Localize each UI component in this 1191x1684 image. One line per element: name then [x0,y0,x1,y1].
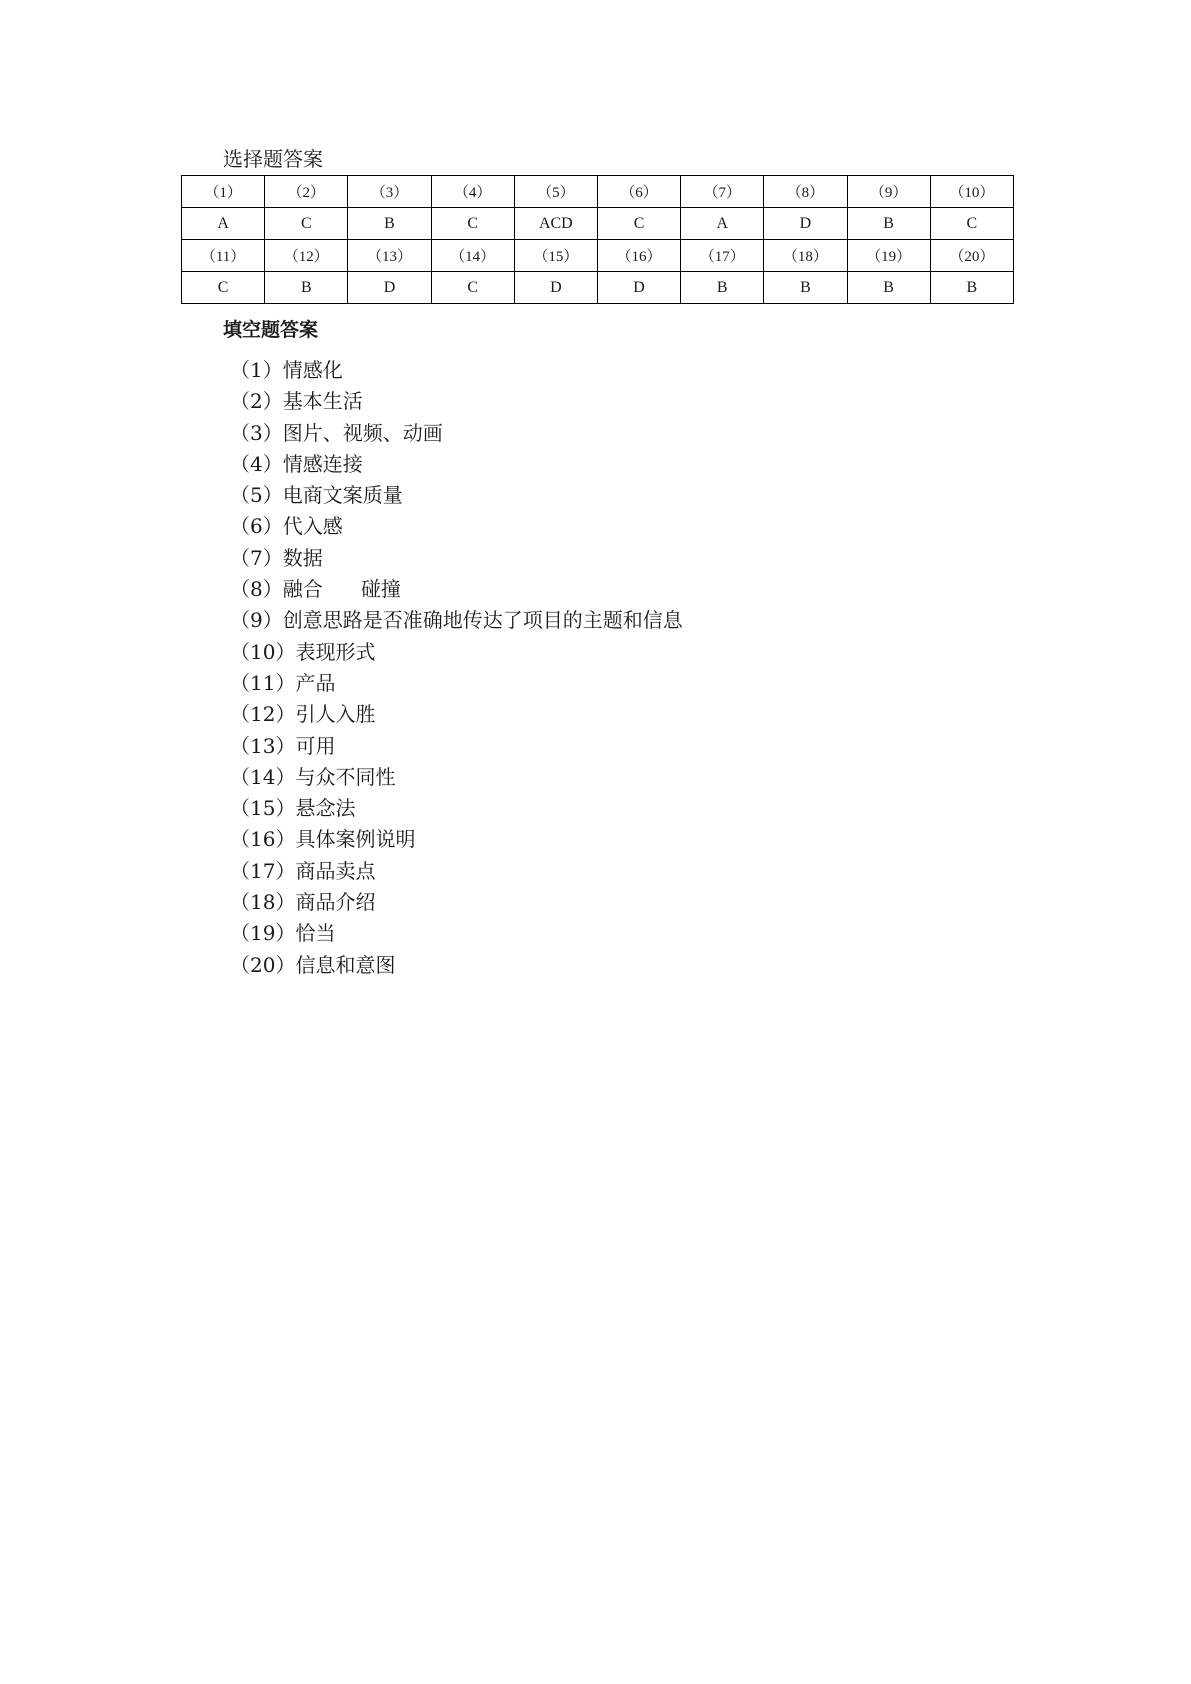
question-number-cell: （12） [265,240,348,272]
answer-cell: A [182,208,265,240]
answer-cell: ACD [514,208,597,240]
fill-blank-answer-item: （2）基本生活 [230,389,363,414]
question-number-cell: （1） [182,176,265,208]
answer-cell: B [265,272,348,304]
fill-blank-answer-item: （8）融合 碰撞 [230,577,401,602]
question-number-row [182,176,1014,208]
question-number-cell: （11） [182,240,265,272]
question-number-cell: （7） [681,176,764,208]
answer-cell: C [182,272,265,304]
answer-cell: B [764,272,847,304]
multiple-choice-answer-table [181,175,1014,304]
fill-blank-answer-item: （16）具体案例说明 [230,827,416,852]
fill-blank-answer-item: （11）产品 [230,670,336,695]
fill-blank-answer-item: （1）情感化 [230,358,343,382]
fill-blank-answer-item: （19）恰当 [230,921,336,946]
fill-blank-answer-item: （13）可用 [230,733,336,758]
fill-blank-answer-item: （7）数据 [230,545,323,570]
question-number-cell: （13） [348,240,431,272]
question-number-cell: （9） [847,176,930,208]
fill-blank-answer-item: （4）情感连接 [230,451,363,476]
answer-row [182,272,1014,304]
fill-blank-answer-item: （18）商品介绍 [230,890,376,915]
answer-cell: C [431,272,514,304]
fill-blank-answer-list [230,355,683,981]
question-number-cell: （17） [681,240,764,272]
fill-blank-answer-item: （12）引人入胜 [230,702,376,727]
answer-row [182,208,1014,240]
answer-cell: C [597,208,680,240]
question-number-cell: （2） [265,176,348,208]
answer-cell: B [847,208,930,240]
answer-cell: D [514,272,597,304]
fill-blank-answer-item: （5）电商文案质量 [230,483,403,508]
answer-cell: C [930,208,1013,240]
answer-cell: A [681,208,764,240]
multiple-choice-title: 选择题答案 [223,147,323,171]
question-number-row [182,240,1014,272]
question-number-cell: （5） [514,176,597,208]
answer-cell: D [764,208,847,240]
answer-cell: B [930,272,1013,304]
question-number-cell: （20） [930,240,1013,272]
answer-cell: B [681,272,764,304]
fill-blank-answer-item: （6）代入感 [230,514,343,539]
answer-cell: B [847,272,930,304]
answer-cell: B [348,208,431,240]
question-number-cell: （8） [764,176,847,208]
answer-cell: D [348,272,431,304]
question-number-cell: （15） [514,240,597,272]
question-number-cell: （10） [930,176,1013,208]
question-number-cell: （18） [764,240,847,272]
fill-blank-answer-item: （14）与众不同性 [230,764,396,789]
question-number-cell: （19） [847,240,930,272]
fill-blank-answer-item: （20）信息和意图 [230,952,396,977]
fill-blank-answer-item: （15）悬念法 [230,796,356,821]
fill-blank-answer-item: （3）图片、视频、动画 [230,420,443,445]
fill-blank-answer-item: （10）表现形式 [230,639,376,664]
answer-cell: C [265,208,348,240]
question-number-cell: （3） [348,176,431,208]
fill-blank-answer-item: （17）商品卖点 [230,858,376,883]
fill-blank-answer-item: （9）创意思路是否准确地传达了项目的主题和信息 [230,608,683,633]
question-number-cell: （14） [431,240,514,272]
question-number-cell: （6） [597,176,680,208]
answer-cell: C [431,208,514,240]
answer-cell: D [597,272,680,304]
fill-blank-title: 填空题答案 [223,319,319,341]
question-number-cell: （16） [597,240,680,272]
question-number-cell: （4） [431,176,514,208]
